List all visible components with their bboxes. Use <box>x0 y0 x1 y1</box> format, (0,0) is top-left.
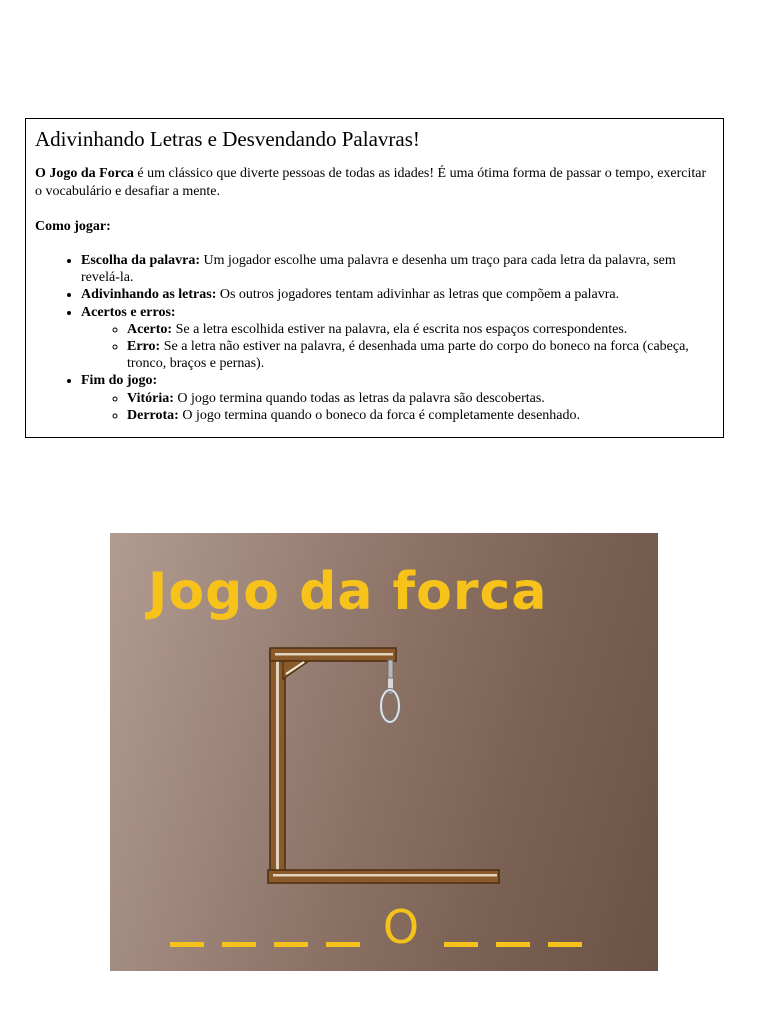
item-text: O jogo termina quando o boneco da forca é completamente desenhado. <box>178 407 581 423</box>
list-item <box>81 286 714 303</box>
item-text: Se a letra escolhida estiver na palavra, ela é escrita nos espaços correspondentes. <box>172 321 628 337</box>
text-box <box>25 118 724 438</box>
rules-list <box>35 252 714 424</box>
blank-mark <box>170 942 204 947</box>
item-bold: Adivinhando as letras: <box>81 287 217 303</box>
hangman-drawing <box>110 533 658 971</box>
fim-sublist <box>81 390 714 424</box>
blank-mark <box>548 942 582 947</box>
item-text: Se a letra não estiver na palavra, é desenhada uma parte do corpo do boneco na forca (cabeça, tronco, braços e pernas). <box>127 339 689 372</box>
acertos-sublist <box>81 321 714 373</box>
item-bold: Vitória: <box>127 390 174 406</box>
word-blanks <box>170 942 582 947</box>
item-text: Os outros jogadores tentam adivinhar as letras que compõem a palavra. <box>216 287 620 303</box>
intro-text: é um clássico que diverte pessoas de todas as idades! É uma ótima forma de passar o tempo, exercitar o vocabulário e desafiar a mente. <box>35 166 707 199</box>
blank-mark <box>444 942 478 947</box>
list-item <box>127 390 714 407</box>
item-bold: Fim do jogo: <box>81 373 158 389</box>
item-bold: Acerto: <box>127 321 173 337</box>
list-item <box>127 321 714 338</box>
como-jogar-label: Como jogar: <box>35 219 111 234</box>
blank-mark <box>326 942 360 947</box>
game-title: Jogo da forca <box>148 562 548 622</box>
gallows-icon <box>268 648 499 883</box>
noose-icon <box>381 660 399 722</box>
list-item <box>127 338 714 372</box>
list-item <box>127 407 714 424</box>
list-item <box>81 304 714 373</box>
document-heading: Adivinhando Letras e Desvendando Palavras! <box>35 127 420 151</box>
item-bold: Erro: <box>127 339 161 355</box>
item-text: Um jogador escolhe uma palavra e desenha um traço para cada letra da palavra, sem revelá-la. <box>81 253 676 286</box>
revealed-letter: O <box>382 900 420 954</box>
list-item <box>81 372 714 424</box>
blank-mark <box>496 942 530 947</box>
item-bold: Derrota: <box>127 407 179 423</box>
item-text: O jogo termina quando todas as letras da palavra são descobertas. <box>173 390 545 406</box>
blank-mark <box>222 942 256 947</box>
list-item <box>81 252 714 286</box>
item-bold: Escolha da palavra: <box>81 253 201 268</box>
blank-mark <box>274 942 308 947</box>
hangman-illustration <box>110 533 658 971</box>
intro-bold: O Jogo da Forca <box>35 166 134 181</box>
item-bold: Acertos e erros: <box>81 304 176 320</box>
intro-paragraph <box>35 165 714 201</box>
